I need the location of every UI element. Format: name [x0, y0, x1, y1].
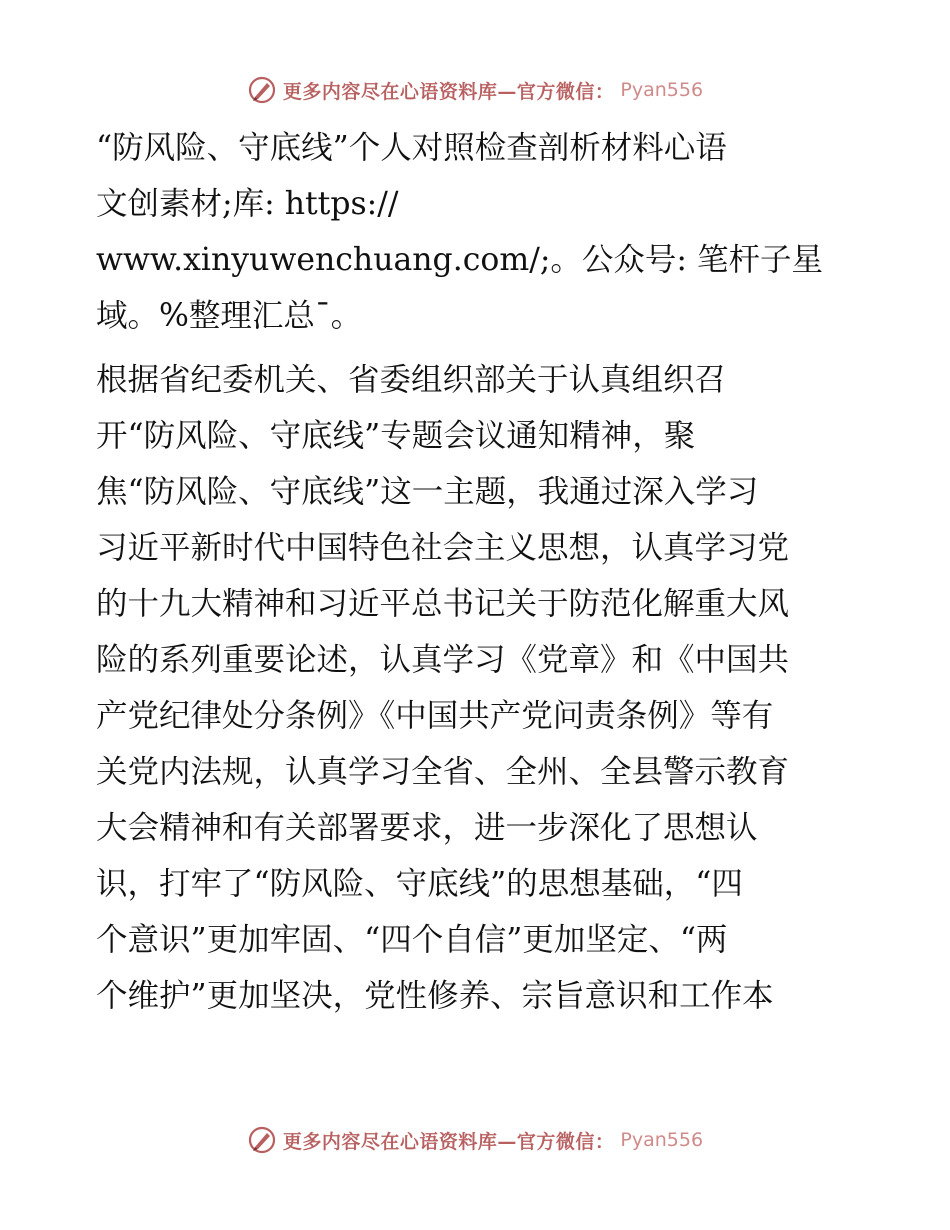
document-body: [96, 120, 856, 1024]
paragraph-gap: [96, 344, 856, 352]
footer-wechat-id-text: Pyan556: [620, 1129, 704, 1151]
body-line: 识，打牢了“防风险、守底线”的思想基础，“四: [96, 866, 743, 902]
pen-logo-icon: [247, 1125, 277, 1155]
header-wechat-id: [620, 79, 703, 101]
footer-wechat-id: [620, 1129, 703, 1151]
body-line: 习近平新时代中国特色社会主义思想，认真学习党: [96, 530, 790, 566]
body-paragraph: [96, 352, 856, 1024]
body-line: 焦“防风险、守底线”这一主题，我通过深入学习: [96, 474, 759, 510]
header-brand-text: 更多内容尽在心语资料库—官方微信：: [282, 80, 615, 103]
body-line: 个意识”更加牢固、“四个自信”更加坚定、“两: [96, 922, 728, 958]
footer-brand-text: 更多内容尽在心语资料库—官方微信：: [282, 1130, 615, 1153]
header-wechat-id-text: Pyan556: [620, 79, 704, 101]
body-line: 关党内法规，认真学习全省、全州、全县警示教育: [96, 754, 790, 790]
title-line: “防风险、守底线”个人对照检查剖析材料心语: [96, 130, 727, 166]
footer-banner: [0, 1120, 950, 1160]
header-banner: [0, 70, 950, 110]
title-line: 域。%整理汇总¯。: [96, 298, 363, 334]
body-line: 开“防风险、守底线”专题会议通知精神，聚: [96, 418, 696, 454]
body-line: 险的系列重要论述，认真学习《党章》和《中国共: [96, 642, 790, 678]
body-line: 的十九大精神和习近平总书记关于防范化解重大风: [96, 586, 790, 622]
body-line: 根据省纪委机关、省委组织部关于认真组织召: [96, 362, 727, 398]
body-line: 产党纪律处分条例》《中国共产党问责条例》等有: [96, 698, 774, 734]
title-line: 文创素材;库: https://: [96, 186, 399, 222]
body-line: 个维护”更加坚决，党性修养、宗旨意识和工作本: [96, 978, 774, 1014]
pen-logo-icon: [247, 75, 277, 105]
document-title: [96, 120, 856, 344]
title-line: www.xinyuwenchuang.com/;。公众号: 笔杆子星: [96, 242, 824, 278]
body-line: 大会精神和有关部署要求，进一步深化了思想认: [96, 810, 758, 846]
